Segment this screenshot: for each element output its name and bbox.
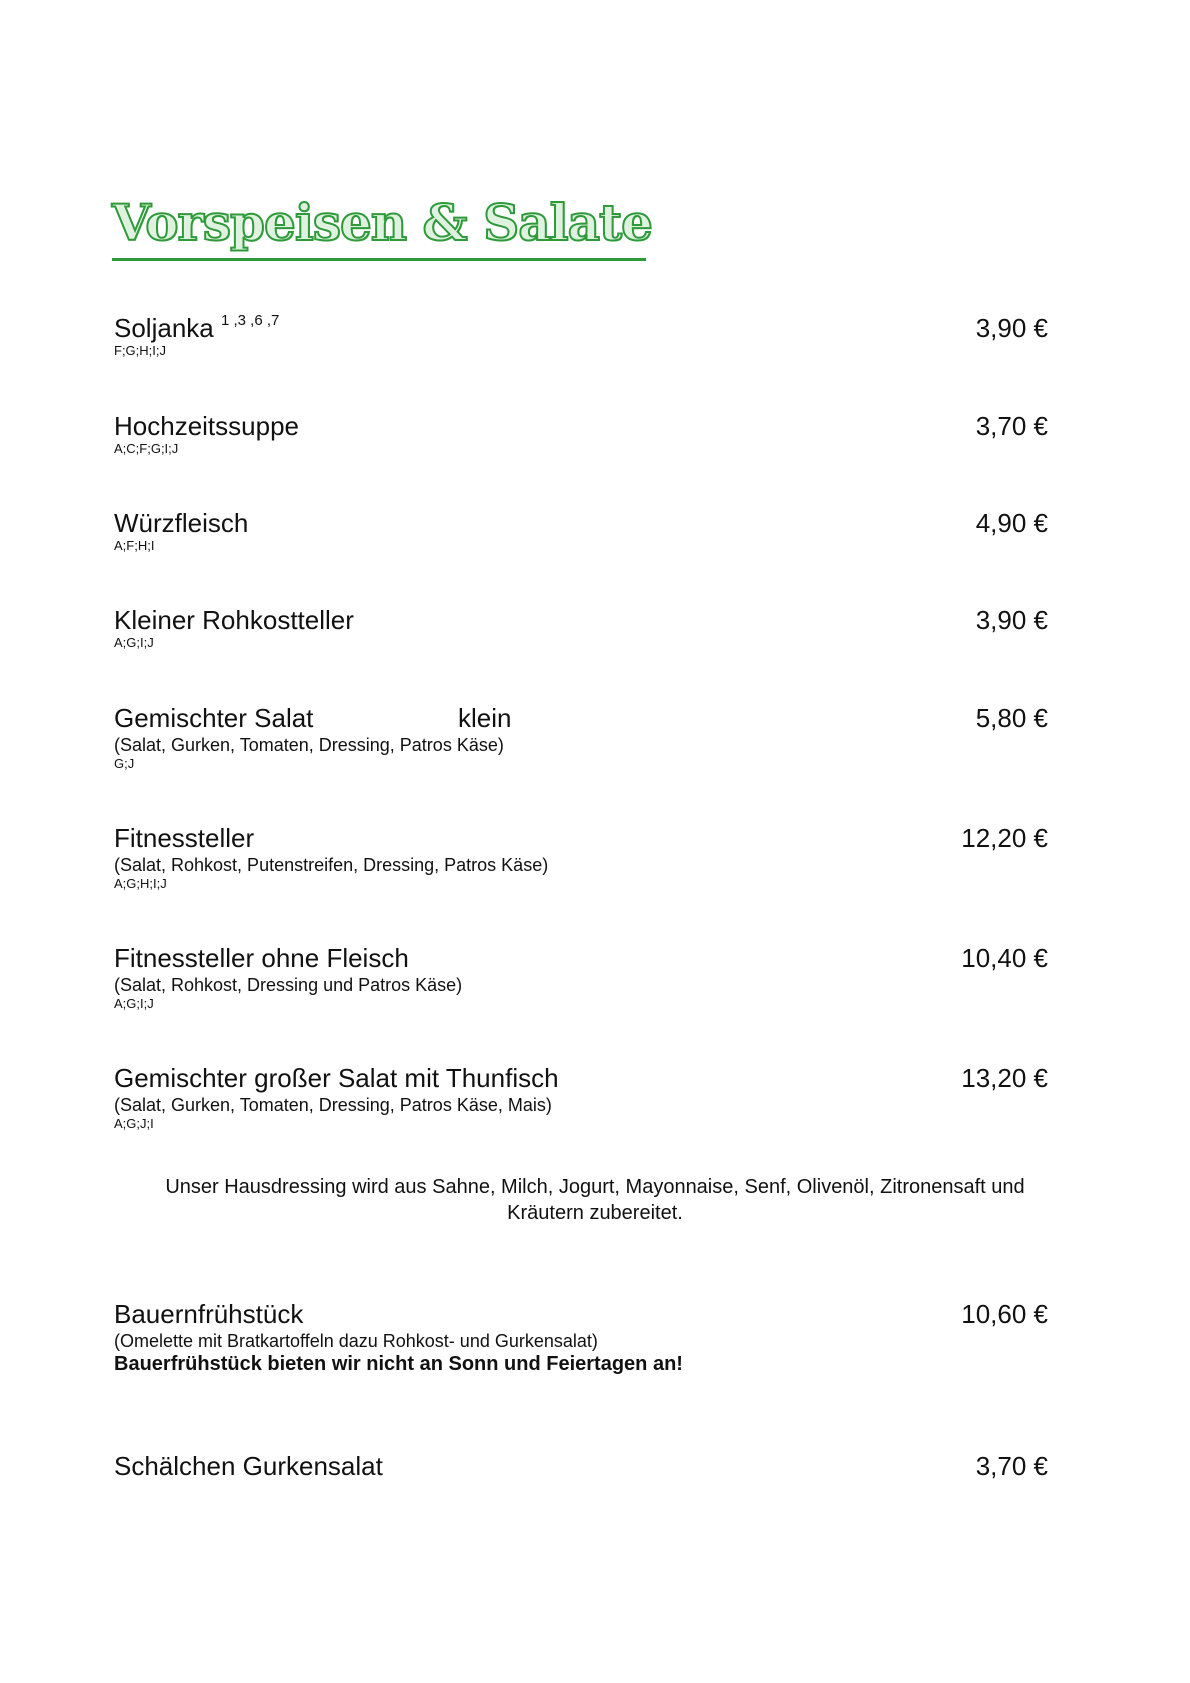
item-name: Würzfleisch	[114, 508, 249, 538]
item-description: (Omelette mit Bratkartoffeln dazu Rohkost- und Gurkensalat)	[114, 1331, 598, 1351]
item-additives: 1 ,3 ,6 ,7	[220, 312, 280, 329]
item-size: klein	[458, 703, 512, 733]
menu-item-gemischter-salat	[114, 703, 1048, 772]
item-price: 10,60 €	[961, 1299, 1048, 1329]
item-allergens: A;G;H;I;J	[114, 876, 167, 891]
menu-item-kleiner-rohkostteller	[114, 605, 1048, 651]
menu-item-fitnessteller	[114, 823, 1048, 892]
item-allergens: A;G;I;J	[114, 635, 154, 650]
item-description: (Salat, Gurken, Tomaten, Dressing, Patros Käse)	[114, 735, 504, 755]
menu-item-gemischter-grosser-salat-thunfisch	[114, 1063, 1048, 1132]
item-price: 12,20 €	[961, 823, 1048, 853]
item-name: Soljanka $^{1 ,3 ,6 ,7}$	[114, 312, 280, 343]
item-allergens: A;G;J;I	[114, 1116, 154, 1131]
menu-item-wuerzfleisch	[114, 508, 1048, 554]
menu-item-bauernfruehstueck	[114, 1299, 1048, 1376]
item-name: Kleiner Rohkostteller	[114, 605, 354, 635]
item-price: 10,40 €	[961, 943, 1048, 973]
item-allergens: A;G;I;J	[114, 996, 154, 1011]
dressing-note-line1: Unser Hausdressing wird aus Sahne, Milch, Jogurt, Mayonnaise, Senf, Olivenöl, Zitronensaft und	[165, 1176, 1025, 1198]
item-allergens: F;G;H;I;J	[114, 343, 166, 358]
item-price: 13,20 €	[961, 1063, 1048, 1093]
item-allergens: G;J	[114, 756, 135, 771]
menu-item-hochzeitssuppe	[114, 411, 1048, 457]
item-price: 3,70 €	[975, 1451, 1048, 1481]
page-title: Vorspeisen & Salate	[112, 193, 652, 252]
item-allergens: A;C;F;G;I;J	[114, 441, 179, 456]
item-name: Gemischter Salat klein	[114, 703, 512, 733]
menu-item-schaelchen-gurkensalat	[114, 1451, 1048, 1481]
item-price: 5,80 €	[975, 703, 1048, 733]
item-description: (Salat, Rohkost, Dressing und Patros Käse)	[114, 975, 463, 995]
item-name: Gemischter großer Salat mit Thunfisch	[114, 1063, 559, 1093]
dressing-note-line2: Kräutern zubereitet.	[507, 1202, 683, 1224]
item-price: 4,90 €	[975, 508, 1048, 538]
title-underline	[112, 258, 646, 261]
item-name: Fitnessteller ohne Fleisch	[114, 943, 409, 973]
item-price: 3,90 €	[975, 605, 1048, 635]
menu-item-fitnessteller-ohne-fleisch	[114, 943, 1048, 1012]
item-price: 3,70 €	[975, 411, 1048, 441]
item-name: Bauernfrühstück	[114, 1299, 304, 1329]
item-description: (Salat, Rohkost, Putenstreifen, Dressing, Patros Käse)	[114, 855, 549, 875]
item-name: Fitnessteller	[114, 823, 255, 853]
item-allergens: A;F;H;I	[114, 538, 155, 553]
item-note: Bauerfrühstück bieten wir nicht an Sonn und Feiertagen an!	[114, 1353, 683, 1375]
item-name: Hochzeitssuppe	[114, 411, 299, 441]
item-description: (Salat, Gurken, Tomaten, Dressing, Patros Käse, Mais)	[114, 1095, 552, 1115]
menu-item-soljanka	[114, 313, 1048, 359]
item-price: 3,90 €	[975, 313, 1048, 343]
item-name: Schälchen Gurkensalat	[114, 1451, 383, 1481]
dressing-note	[100, 1174, 1090, 1226]
